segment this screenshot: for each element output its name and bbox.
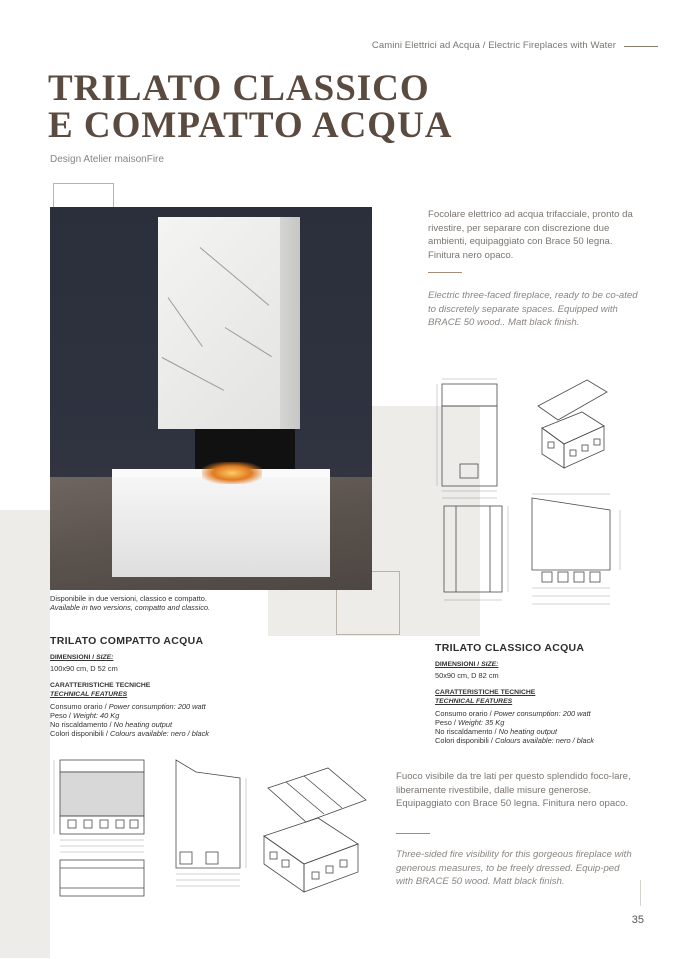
spec-classico-tech-label-it: CARATTERISTICHE TECNICHE bbox=[435, 689, 536, 696]
drawing-classico-side bbox=[436, 500, 516, 610]
spec-compatto-title: TRILATO COMPATTO ACQUA bbox=[50, 635, 204, 647]
drawing-compatto-iso bbox=[258, 764, 378, 904]
bottom-description-it: Fuoco visibile da tre lati per questo splendido foco-lare, liberamente rivestibile, dalle misure generose. Equipaggiato con Brace 50 legna. Finitura nero opaco. bbox=[396, 771, 631, 809]
spec-classico bbox=[435, 644, 594, 745]
spec-compatto-size-label: DIMENSIONI / SIZE: bbox=[50, 654, 114, 661]
photo-flame bbox=[202, 462, 262, 484]
photo-marble-hood bbox=[158, 217, 300, 429]
drawing-compatto-section bbox=[172, 756, 252, 896]
spec-classico-size-value: 50x90 cm, D 82 cm bbox=[435, 671, 499, 680]
product-photo bbox=[50, 207, 372, 590]
bottom-description-en: Three-sided fire visibility for this gorgeous fireplace with generous measures, to be freely dressed. Equip-ped with BRACE 50 wood. Matt black finish. bbox=[396, 849, 632, 887]
intro-accent-rule bbox=[428, 272, 462, 273]
caption-it: Disponibile in due versioni, classico e compatto. bbox=[50, 594, 207, 603]
spec-classico-heating: No riscaldamento / No heating output bbox=[435, 727, 558, 736]
spec-compatto-size-value: 100x90 cm, D 52 cm bbox=[50, 664, 118, 673]
title-line-1: TRILATO CLASSICO bbox=[48, 68, 430, 109]
caption-en: Available in two versions, compatto and classico. bbox=[50, 603, 211, 612]
drawing-classico-section bbox=[528, 484, 628, 610]
drawing-classico-iso bbox=[532, 376, 622, 476]
photo-hood-side bbox=[280, 217, 300, 429]
photo-base bbox=[112, 477, 330, 577]
spec-compatto bbox=[50, 637, 209, 738]
bottom-accent-rule bbox=[396, 833, 430, 834]
spec-classico-weight: Peso / Weight: 35 Kg bbox=[435, 718, 505, 727]
spec-classico-title: TRILATO CLASSICO ACQUA bbox=[435, 642, 585, 654]
spec-classico-tech-label-en: TECHNICAL FEATURES bbox=[435, 698, 513, 705]
intro-description-en: Electric three-faced fireplace, ready to be co-ated to discretely separate spaces. Equipped with BRACE 50 wood.. Matt black finish. bbox=[428, 290, 638, 328]
designer-credit: Design Atelier maisonFire bbox=[50, 154, 164, 165]
page-number: 35 bbox=[631, 914, 644, 926]
section-header: Camini Elettrici ad Acqua / Electric Fireplaces with Water bbox=[371, 40, 616, 51]
page-title bbox=[48, 70, 453, 144]
spec-compatto-tech-label-en: TECHNICAL FEATURES bbox=[50, 691, 128, 698]
spec-compatto-tech-label-it: CARATTERISTICHE TECNICHE bbox=[50, 682, 151, 689]
spec-compatto-weight: Peso / Weight: 40 Kg bbox=[50, 711, 120, 720]
spec-classico-colours: Colori disponibili / Colours available: nero / black bbox=[435, 736, 594, 745]
spec-compatto-power: Consumo orario / Power consumption: 200 watt bbox=[50, 702, 206, 711]
title-line-2: E COMPATTO ACQUA bbox=[48, 105, 453, 146]
spec-compatto-heating: No riscaldamento / No heating output bbox=[50, 720, 173, 729]
intro-description-it: Focolare elettrico ad acqua trifacciale, pronto da rivestire, per separare con discrezione due ambienti, equipaggiato con Brace 50 legna. Finitura nero opaco. bbox=[428, 209, 633, 261]
spec-compatto-colours: Colori disponibili / Colours available: nero / black bbox=[50, 729, 209, 738]
drawing-compatto-front bbox=[44, 756, 154, 906]
spec-classico-size-label: DIMENSIONI / SIZE: bbox=[435, 661, 499, 668]
drawing-classico-front bbox=[432, 376, 512, 506]
header-rule bbox=[624, 46, 658, 47]
photo-caption bbox=[50, 594, 210, 612]
bg-block-left bbox=[0, 510, 50, 958]
footer-rule bbox=[640, 880, 641, 906]
spec-classico-power: Consumo orario / Power consumption: 200 watt bbox=[435, 709, 591, 718]
